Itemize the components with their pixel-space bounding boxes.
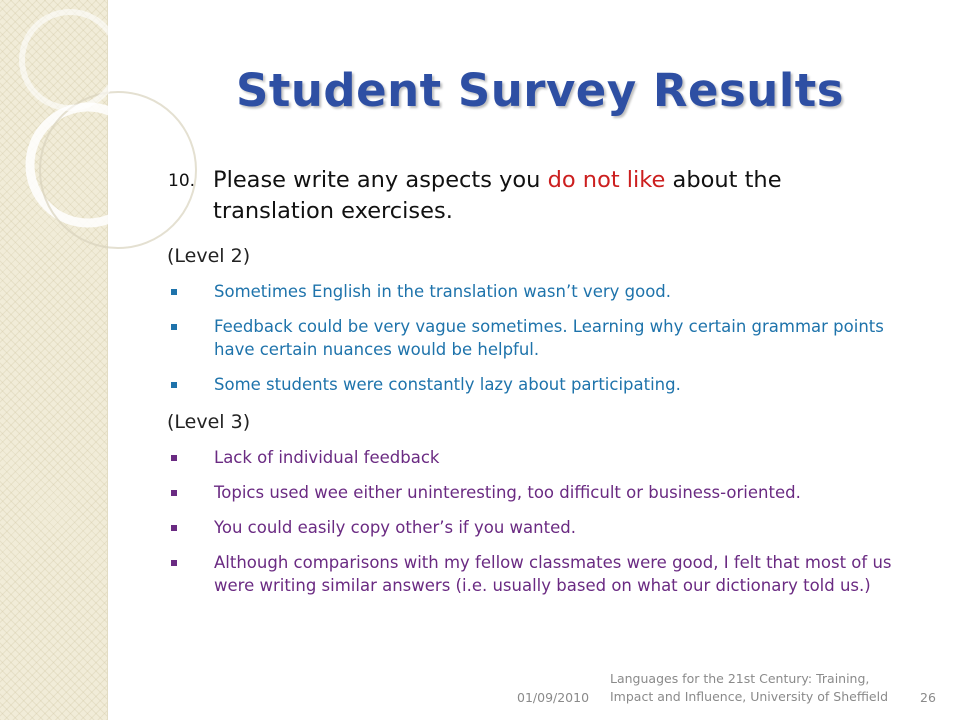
question-highlight: do not like bbox=[547, 167, 666, 193]
list-item-text: Sometimes English in the translation wasn’t very good. bbox=[214, 282, 672, 301]
list-item bbox=[167, 446, 902, 469]
section-heading: (Level 2) bbox=[167, 245, 251, 267]
square-bullet-icon bbox=[171, 560, 177, 566]
list-item bbox=[167, 315, 902, 361]
square-bullet-icon bbox=[171, 525, 177, 531]
list-item-text: Lack of individual feedback bbox=[214, 448, 440, 467]
list-item bbox=[167, 280, 902, 303]
slide-title: Student Survey Results bbox=[235, 64, 845, 117]
page-number: 26 bbox=[920, 690, 936, 705]
list-item bbox=[167, 481, 902, 504]
question-text bbox=[213, 165, 888, 227]
list-item-text: Some students were constantly lazy about participating. bbox=[214, 375, 681, 394]
square-bullet-icon bbox=[171, 490, 177, 496]
section-level-3 bbox=[167, 408, 902, 597]
section-level-2 bbox=[167, 242, 902, 396]
survey-question bbox=[168, 165, 888, 227]
square-bullet-icon bbox=[171, 382, 177, 388]
question-text-after: about the translation exercises. bbox=[213, 167, 782, 224]
footer-date: 01/09/2010 bbox=[517, 690, 590, 705]
list-item-text: You could easily copy other’s if you wanted. bbox=[214, 518, 576, 537]
footer-source: Languages for the 21st Century: Training, Impact and Influence, University of Sheffield bbox=[610, 671, 889, 704]
responses bbox=[167, 242, 902, 609]
question-text-before: Please write any aspects you bbox=[213, 167, 548, 193]
square-bullet-icon bbox=[171, 289, 177, 295]
square-bullet-icon bbox=[171, 455, 177, 461]
list-item bbox=[167, 551, 902, 597]
section-heading: (Level 3) bbox=[167, 411, 251, 433]
list-item bbox=[167, 373, 902, 396]
square-bullet-icon bbox=[171, 324, 177, 330]
question-number: 10. bbox=[168, 171, 196, 191]
list-item bbox=[167, 516, 902, 539]
list-item-text: Topics used wee either uninteresting, too difficult or business-oriented. bbox=[214, 483, 801, 502]
list-item-text: Feedback could be very vague sometimes. Learning why certain grammar points have certain nuances would be helpful. bbox=[214, 317, 884, 359]
list-item-text: Although comparisons with my fellow classmates were good, I felt that most of us were writing similar answers (i.e. usually based on what our dictionary told us.) bbox=[214, 553, 892, 595]
